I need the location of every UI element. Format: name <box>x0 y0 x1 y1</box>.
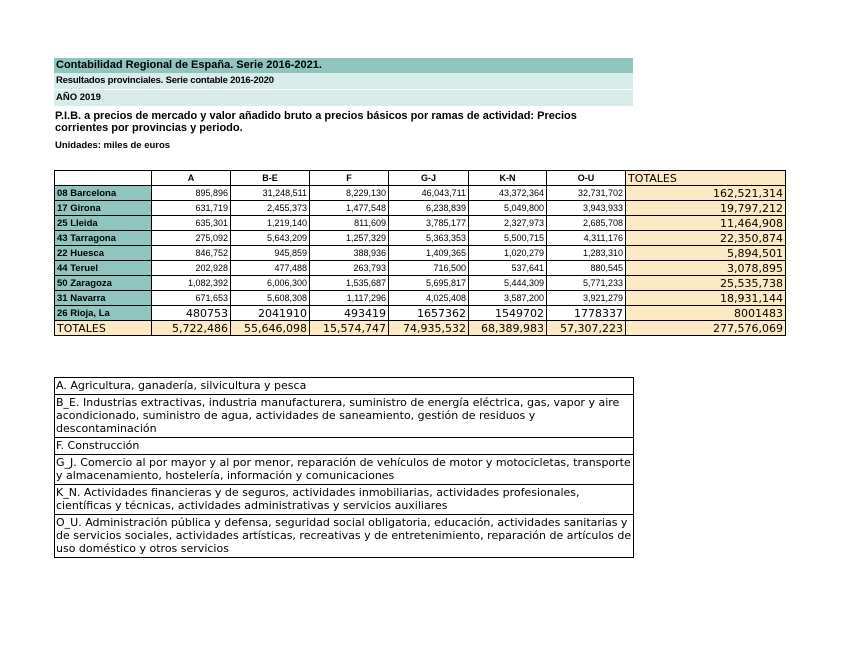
value-cell: 1,283,310 <box>547 246 626 261</box>
row-total-cell: 8001483 <box>626 306 786 321</box>
value-cell: 31,248,511 <box>231 186 310 201</box>
value-cell: 811,609 <box>310 216 389 231</box>
value-cell: 263,793 <box>310 261 389 276</box>
legend-item: O_U. Administración pública y defensa, seguridad social obligatoria, educación, actividades sanitarias y de servicios sociales, actividades artísticas, recreativas y de entretenimiento, reparación de artículos de uso doméstico y otros servicios <box>55 515 634 558</box>
row-total-cell: 11,464,908 <box>626 216 786 231</box>
value-cell: 1,082,392 <box>152 276 231 291</box>
column-total-cell: 68,389,983 <box>469 321 547 336</box>
value-cell: 716,500 <box>389 261 469 276</box>
legend-row <box>55 515 634 558</box>
legend-item: G_J. Comercio al por mayor y al por menor, reparación de vehículos de motor y motocicletas, transporte y almacenamiento, hostelería, información y comunicaciones <box>55 455 634 485</box>
value-cell: 1,020,279 <box>469 246 547 261</box>
column-header: F <box>310 171 389 186</box>
value-cell: 1,117,296 <box>310 291 389 306</box>
value-cell: 5,444,309 <box>469 276 547 291</box>
totals-row <box>55 321 786 336</box>
gdp-table <box>54 170 786 336</box>
value-cell: 275,092 <box>152 231 231 246</box>
province-cell: 44 Teruel <box>55 261 152 276</box>
value-cell: 5,049,800 <box>469 201 547 216</box>
corner-cell <box>55 171 152 186</box>
legend-row <box>55 485 634 515</box>
value-cell: 3,785,177 <box>389 216 469 231</box>
value-cell: 1778337 <box>547 306 626 321</box>
legend-item: B_E. Industrias extractivas, industria manufacturera, suministro de energía eléctrica, gas, vapor y aire acondicionado, suministro de agua, actividades de saneamiento, gestión de residuos y descontaminación <box>55 395 634 438</box>
legend-item: K_N. Actividades financieras y de seguros, actividades inmobiliarias, actividades profesionales, científicas y técnicas, actividades administrativas y servicios auxiliares <box>55 485 634 515</box>
value-cell: 895,896 <box>152 186 231 201</box>
header-row <box>55 171 786 186</box>
value-cell: 880,545 <box>547 261 626 276</box>
sheet-year: AÑO 2019 <box>54 90 633 106</box>
value-cell: 631,719 <box>152 201 231 216</box>
column-header: O-U <box>547 171 626 186</box>
row-total-cell: 3,078,895 <box>626 261 786 276</box>
value-cell: 6,238,839 <box>389 201 469 216</box>
table-row <box>55 201 786 216</box>
row-total-cell: 18,931,144 <box>626 291 786 306</box>
sheet-subtitle: Resultados provinciales. Serie contable 2016-2020 <box>54 73 633 89</box>
table-row <box>55 261 786 276</box>
table-row <box>55 231 786 246</box>
value-cell: 1,477,548 <box>310 201 389 216</box>
province-cell: 17 Girona <box>55 201 152 216</box>
value-cell: 202,928 <box>152 261 231 276</box>
value-cell: 8,229,130 <box>310 186 389 201</box>
table-row <box>55 306 786 321</box>
value-cell: 3,587,200 <box>469 291 547 306</box>
value-cell: 477,488 <box>231 261 310 276</box>
value-cell: 493419 <box>310 306 389 321</box>
column-total-cell: 55,646,098 <box>231 321 310 336</box>
table-row <box>55 276 786 291</box>
column-header: A <box>152 171 231 186</box>
legend-item: F. Construcción <box>55 438 634 455</box>
column-total-cell: 57,307,223 <box>547 321 626 336</box>
row-total-cell: 162,521,314 <box>626 186 786 201</box>
value-cell: 5,363,353 <box>389 231 469 246</box>
value-cell: 945,859 <box>231 246 310 261</box>
value-cell: 5,608,308 <box>231 291 310 306</box>
province-cell: 08 Barcelona <box>55 186 152 201</box>
legend-row <box>55 455 634 485</box>
row-total-cell: 5,894,501 <box>626 246 786 261</box>
value-cell: 2,327,973 <box>469 216 547 231</box>
legend-table <box>54 377 634 558</box>
table-row <box>55 216 786 231</box>
value-cell: 46,043,711 <box>389 186 469 201</box>
value-cell: 1,257,329 <box>310 231 389 246</box>
row-total-cell: 19,797,212 <box>626 201 786 216</box>
value-cell: 2041910 <box>231 306 310 321</box>
column-header-totales: TOTALES <box>626 171 786 186</box>
column-header: K-N <box>469 171 547 186</box>
table-row <box>55 246 786 261</box>
province-cell: 22 Huesca <box>55 246 152 261</box>
column-total-cell: 5,722,486 <box>152 321 231 336</box>
legend-row <box>55 378 634 395</box>
value-cell: 32,731,702 <box>547 186 626 201</box>
value-cell: 43,372,364 <box>469 186 547 201</box>
legend-row <box>55 395 634 438</box>
row-total-cell: 25,535,738 <box>626 276 786 291</box>
province-cell: 50 Zaragoza <box>55 276 152 291</box>
sheet-title: Contabilidad Regional de España. Serie 2016-2021. <box>54 58 633 73</box>
value-cell: 2,455,373 <box>231 201 310 216</box>
column-header: B-E <box>231 171 310 186</box>
table-description: P.I.B. a precios de mercado y valor añadido bruto a precios básicos por ramas de actividad: Precios corrientes por provincias y periodo. <box>55 110 577 134</box>
grand-total-cell: 277,576,069 <box>626 321 786 336</box>
value-cell: 635,301 <box>152 216 231 231</box>
row-total-cell: 22,350,874 <box>626 231 786 246</box>
column-total-cell: 15,574,747 <box>310 321 389 336</box>
value-cell: 5,643,209 <box>231 231 310 246</box>
value-cell: 1,535,687 <box>310 276 389 291</box>
value-cell: 846,752 <box>152 246 231 261</box>
value-cell: 6,006,300 <box>231 276 310 291</box>
value-cell: 5,771,233 <box>547 276 626 291</box>
value-cell: 480753 <box>152 306 231 321</box>
value-cell: 3,921,279 <box>547 291 626 306</box>
value-cell: 4,025,408 <box>389 291 469 306</box>
province-cell: 43 Tarragona <box>55 231 152 246</box>
column-total-cell: 74,935,532 <box>389 321 469 336</box>
value-cell: 4,311,176 <box>547 231 626 246</box>
value-cell: 671,653 <box>152 291 231 306</box>
value-cell: 1,219,140 <box>231 216 310 231</box>
value-cell: 5,695,817 <box>389 276 469 291</box>
province-cell: 26 Rioja, La <box>55 306 152 321</box>
value-cell: 1657362 <box>389 306 469 321</box>
table-row <box>55 186 786 201</box>
province-cell: 25 Lleida <box>55 216 152 231</box>
value-cell: 1549702 <box>469 306 547 321</box>
legend-row <box>55 438 634 455</box>
value-cell: 1,409,365 <box>389 246 469 261</box>
legend-item: A. Agricultura, ganadería, silvicultura y pesca <box>55 378 634 395</box>
value-cell: 388,936 <box>310 246 389 261</box>
table-row <box>55 291 786 306</box>
units-label: Unidades: miles de euros <box>55 140 171 151</box>
province-cell: 31 Navarra <box>55 291 152 306</box>
value-cell: 537,641 <box>469 261 547 276</box>
value-cell: 2,685,708 <box>547 216 626 231</box>
column-header: G-J <box>389 171 469 186</box>
value-cell: 5,500,715 <box>469 231 547 246</box>
value-cell: 3,943,933 <box>547 201 626 216</box>
totals-label: TOTALES <box>55 321 152 336</box>
